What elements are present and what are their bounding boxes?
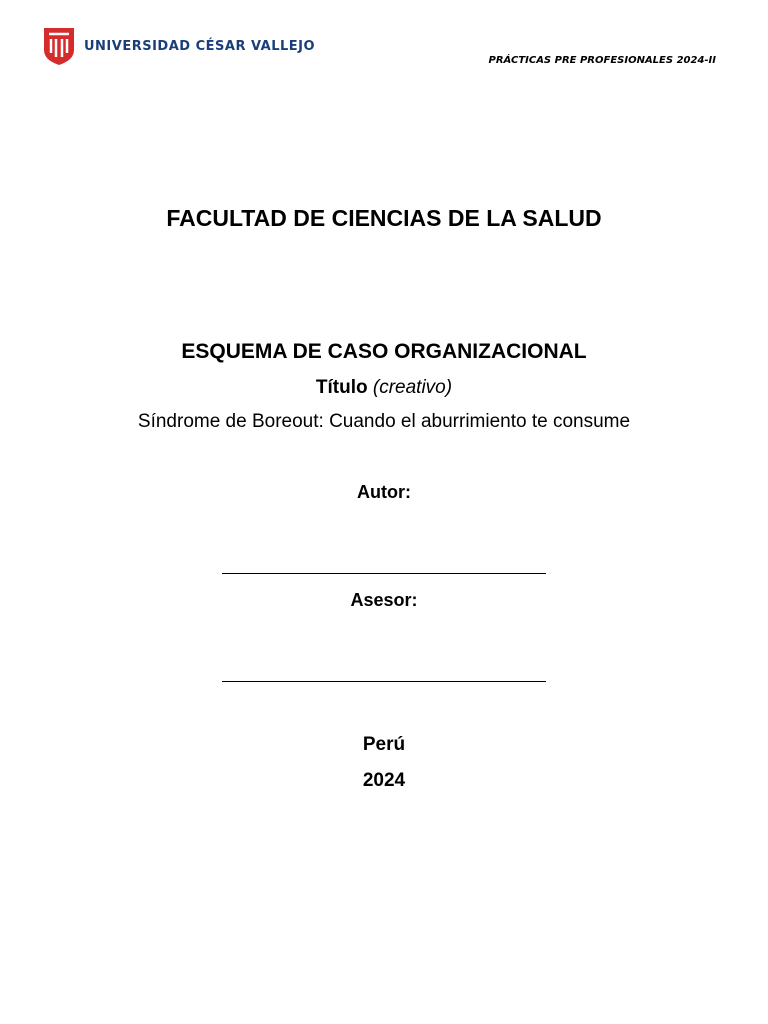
title-label: Título [315,377,368,398]
scheme-heading: ESQUEMA DE CASO ORGANIZACIONAL [181,340,587,363]
faculty-heading: FACULTAD DE CIENCIAS DE LA SALUD [166,205,602,231]
year: 2024 [362,770,406,791]
university-logo [42,26,315,66]
author-label: Autor: [357,482,411,502]
university-name: UNIVERSIDAD CÉSAR VALLEJO [84,38,316,54]
country: Perú [362,734,406,755]
course-label: PRÁCTICAS PRE PROFESIONALES 2024-II [488,55,716,66]
title-note: (creativo) [372,377,453,398]
advisor-signature-line [222,681,546,682]
advisor-label: Asesor: [350,590,418,610]
author-signature-line [222,573,546,574]
ucv-shield-icon [42,26,76,66]
case-title: Síndrome de Boreout: Cuando el aburrimiento te consume [137,411,631,432]
title-label-line [0,377,768,399]
